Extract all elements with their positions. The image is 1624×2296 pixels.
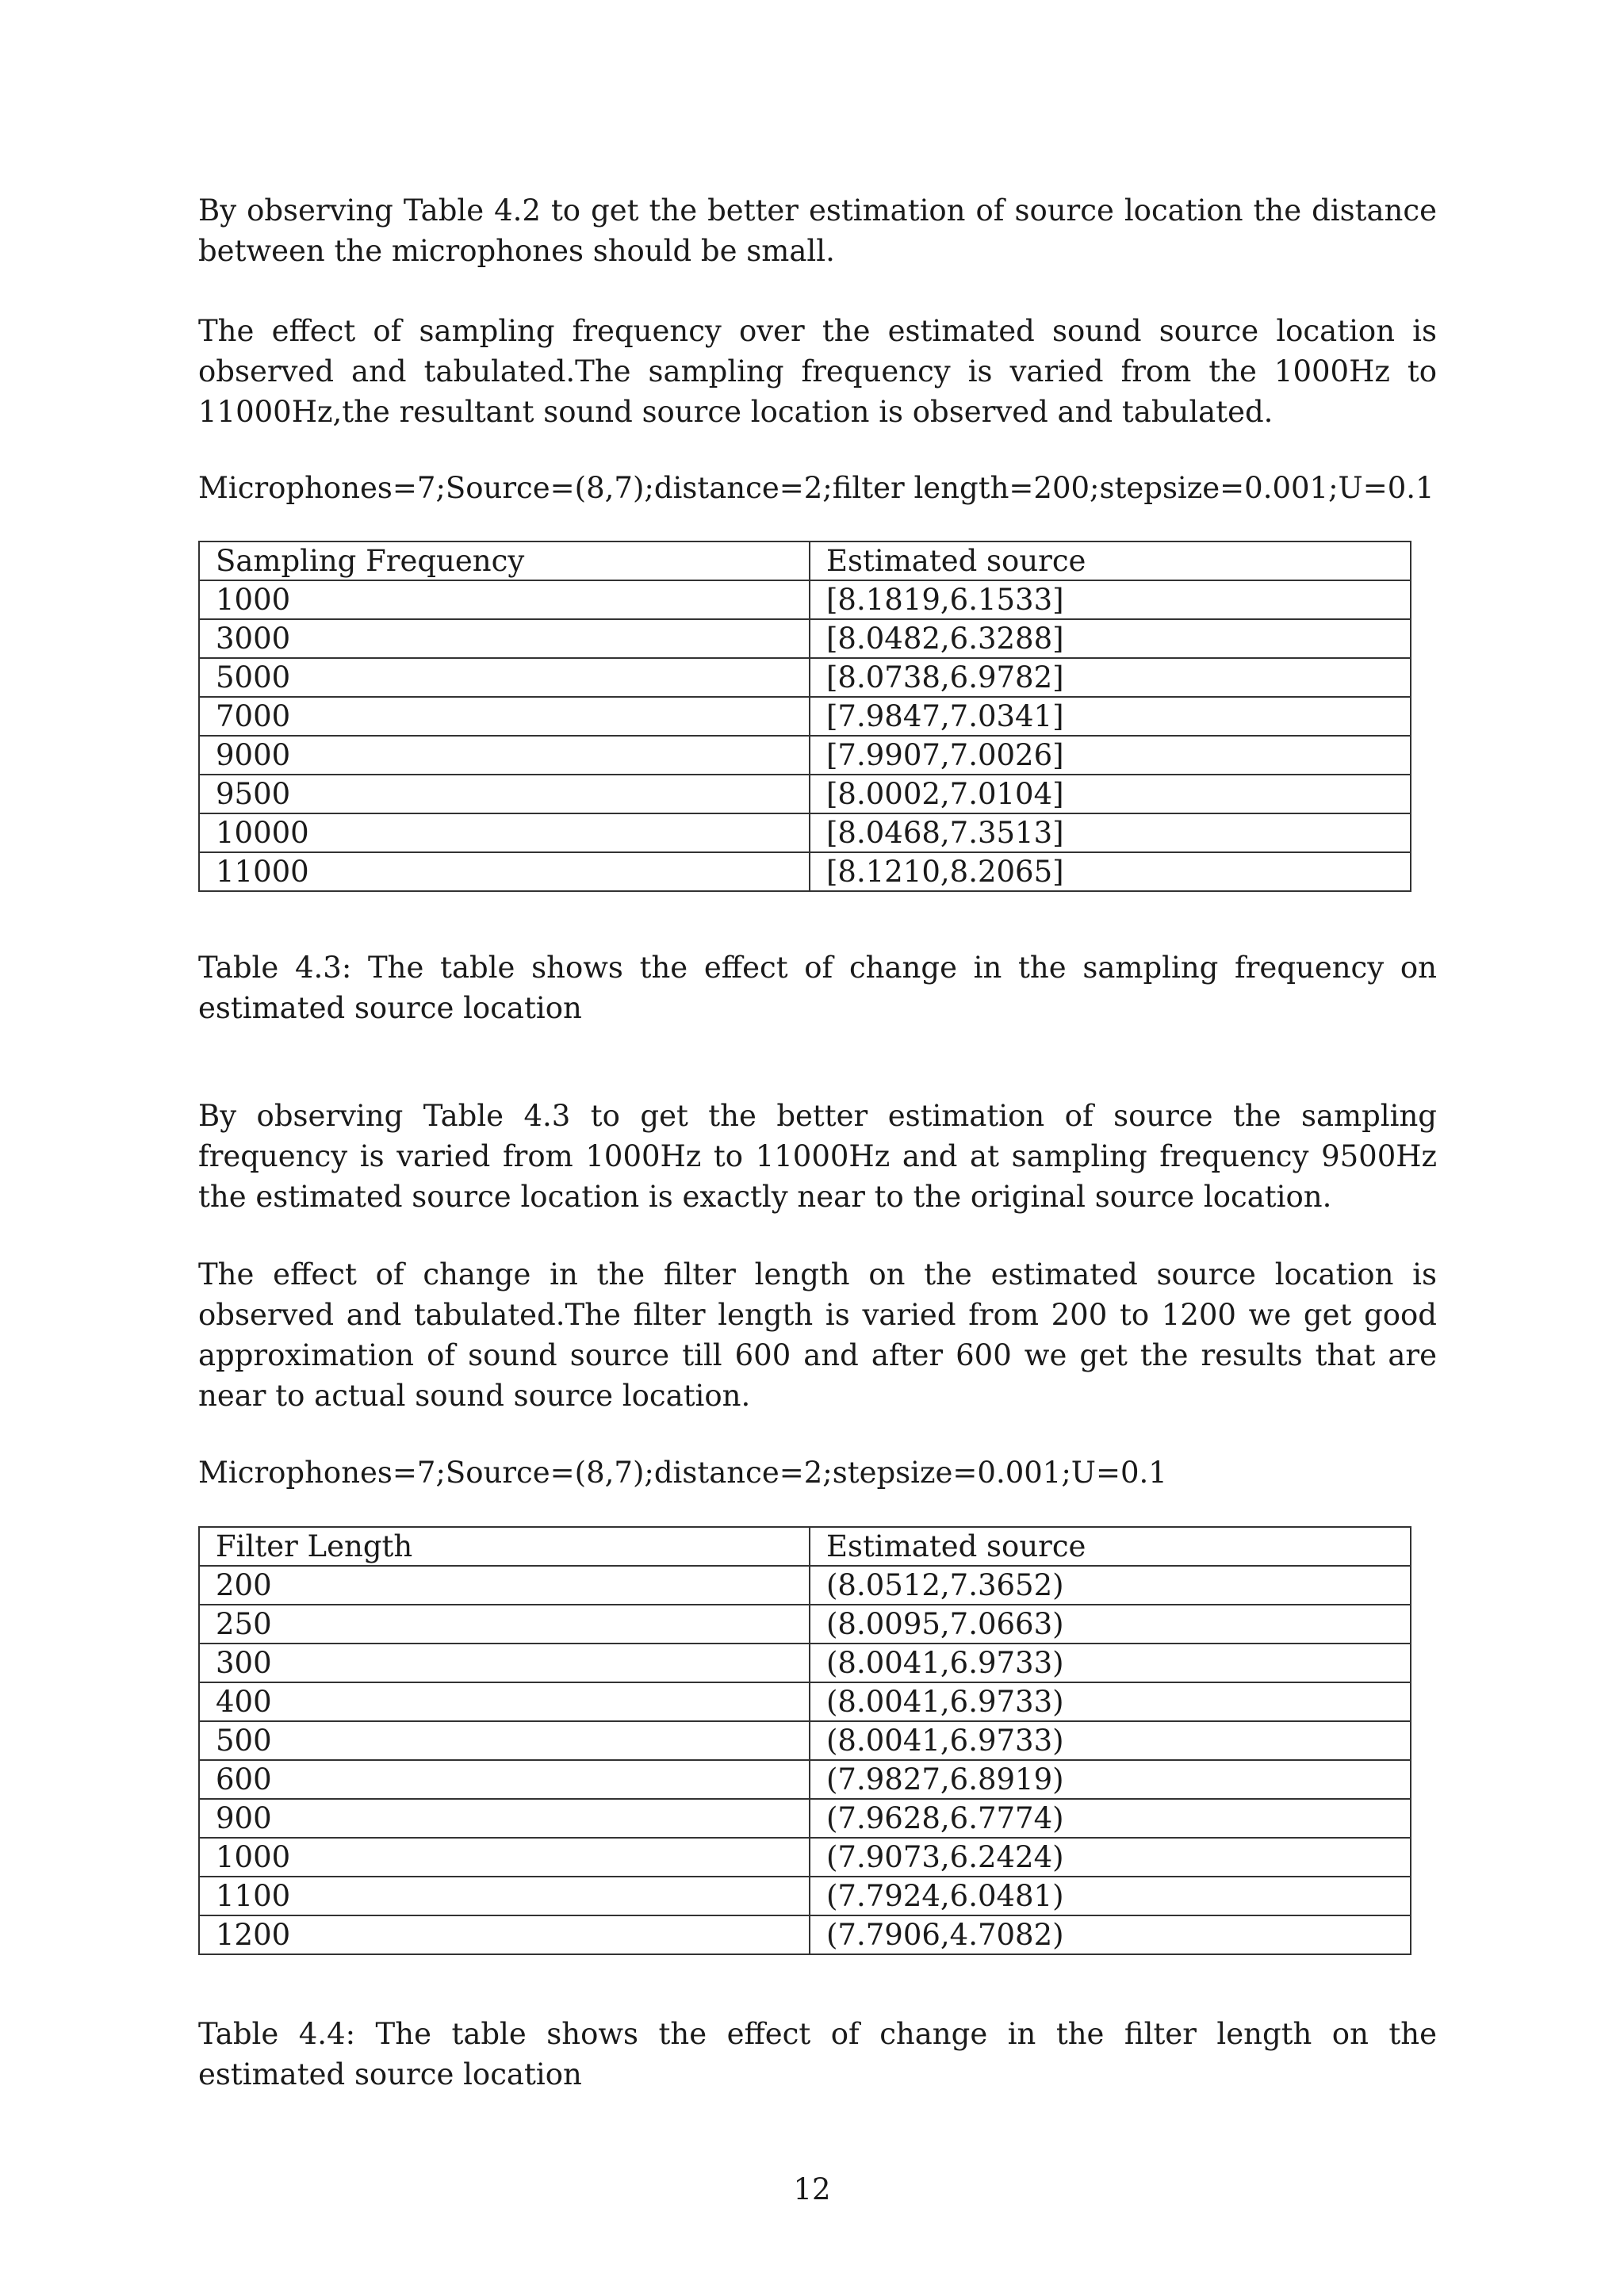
table-row (199, 1915, 1411, 1954)
sampling-frequency-cell: 9000 (199, 736, 810, 775)
estimated-source-cell: [8.0002,7.0104] (810, 775, 1411, 813)
filter-length-cell: 500 (199, 1721, 810, 1760)
sampling-frequency-cell: 7000 (199, 697, 810, 736)
column-header-estimated-source: Estimated source (810, 541, 1411, 580)
sampling-frequency-cell: 3000 (199, 619, 810, 658)
column-header-estimated-source: Estimated source (810, 1527, 1411, 1566)
table-row (199, 1877, 1411, 1915)
sampling-frequency-cell: 10000 (199, 813, 810, 852)
filter-length-cell: 300 (199, 1644, 810, 1682)
estimated-source-cell: [8.0738,6.9782] (810, 658, 1411, 697)
table-sampling-frequency (198, 541, 1411, 892)
filter-length-cell: 1200 (199, 1915, 810, 1954)
filter-length-cell: 900 (199, 1799, 810, 1838)
paragraph-filter-length-intro: The effect of change in the filter length on the estimated source location is observed and tabulated.The filter length is varied from 200 to 1200 we get good approximation of sound source till 600 and after 600 we get the results that are near to actual sound source location. (198, 1257, 1437, 1413)
table-row (199, 1721, 1411, 1760)
sampling-frequency-cell: 11000 (199, 852, 810, 891)
filter-length-cell: 1100 (199, 1877, 810, 1915)
estimated-source-cell: (8.0095,7.0663) (810, 1605, 1411, 1644)
table-row (199, 658, 1411, 697)
table-row (199, 813, 1411, 852)
sampling-frequency-cell: 5000 (199, 658, 810, 697)
estimated-source-cell: [8.0468,7.3513] (810, 813, 1411, 852)
paragraph-sampling-frequency-intro: The effect of sampling frequency over the estimated sound source location is observed and tabulated.The sampling frequency is varied from the 1000Hz to 11000Hz,the resultant sound source location is observed and tabulated. (198, 314, 1437, 429)
filter-length-cell: 250 (199, 1605, 810, 1644)
caption-table-4-4: Table 4.4: The table shows the effect of change in the filter length on the estimated source location (198, 2017, 1437, 2091)
table-row (199, 1682, 1411, 1721)
parameters-line-table-4-4: Microphones=7;Source=(8,7);distance=2;stepsize=0.001;U=0.1 (198, 1456, 1167, 1490)
table-row (199, 1838, 1411, 1877)
page-number: 12 (793, 2172, 831, 2206)
estimated-source-cell: (8.0041,6.9733) (810, 1721, 1411, 1760)
sampling-frequency-cell: 1000 (199, 580, 810, 619)
table-row (199, 697, 1411, 736)
filter-length-cell: 400 (199, 1682, 810, 1721)
sampling-frequency-cell: 9500 (199, 775, 810, 813)
estimated-source-cell: [8.1819,6.1533] (810, 580, 1411, 619)
table-row (199, 775, 1411, 813)
table-row (199, 580, 1411, 619)
estimated-source-cell: (8.0041,6.9733) (810, 1682, 1411, 1721)
estimated-source-cell: [8.1210,8.2065] (810, 852, 1411, 891)
filter-length-cell: 600 (199, 1760, 810, 1799)
estimated-source-cell: (8.0512,7.3652) (810, 1566, 1411, 1605)
table-row (199, 1799, 1411, 1838)
table-filter-length (198, 1526, 1411, 1955)
table-row (199, 619, 1411, 658)
estimated-source-cell: (7.9073,6.2424) (810, 1838, 1411, 1877)
table-header-row (199, 1527, 1411, 1566)
caption-table-4-3: Table 4.3: The table shows the effect of change in the sampling frequency on estimated source location (198, 951, 1437, 1025)
table-header-row (199, 541, 1411, 580)
column-header-sampling-frequency: Sampling Frequency (199, 541, 810, 580)
estimated-source-cell: (8.0041,6.9733) (810, 1644, 1411, 1682)
estimated-source-cell: (7.7906,4.7082) (810, 1915, 1411, 1954)
table-row (199, 1566, 1411, 1605)
estimated-source-cell: [7.9847,7.0341] (810, 697, 1411, 736)
estimated-source-cell: [7.9907,7.0026] (810, 736, 1411, 775)
table-row (199, 852, 1411, 891)
paragraph-table-4-3-observation: By observing Table 4.3 to get the better estimation of source the sampling frequency is varied from 1000Hz to 11000Hz and at sampling frequency 9500Hz the estimated source location is exactly near to the original source location. (198, 1099, 1437, 1214)
estimated-source-cell: (7.7924,6.0481) (810, 1877, 1411, 1915)
table-row (199, 1644, 1411, 1682)
estimated-source-cell: [8.0482,6.3288] (810, 619, 1411, 658)
estimated-source-cell: (7.9827,6.8919) (810, 1760, 1411, 1799)
filter-length-cell: 1000 (199, 1838, 810, 1877)
filter-length-cell: 200 (199, 1566, 810, 1605)
table-row (199, 1605, 1411, 1644)
parameters-line-table-4-3: Microphones=7;Source=(8,7);distance=2;filter length=200;stepsize=0.001;U=0.1 (198, 471, 1434, 505)
table-row (199, 1760, 1411, 1799)
paragraph-table-4-2-observation: By observing Table 4.2 to get the better estimation of source location the distance between the microphones should be small. (198, 193, 1437, 268)
table-row (199, 736, 1411, 775)
estimated-source-cell: (7.9628,6.7774) (810, 1799, 1411, 1838)
column-header-filter-length: Filter Length (199, 1527, 810, 1566)
